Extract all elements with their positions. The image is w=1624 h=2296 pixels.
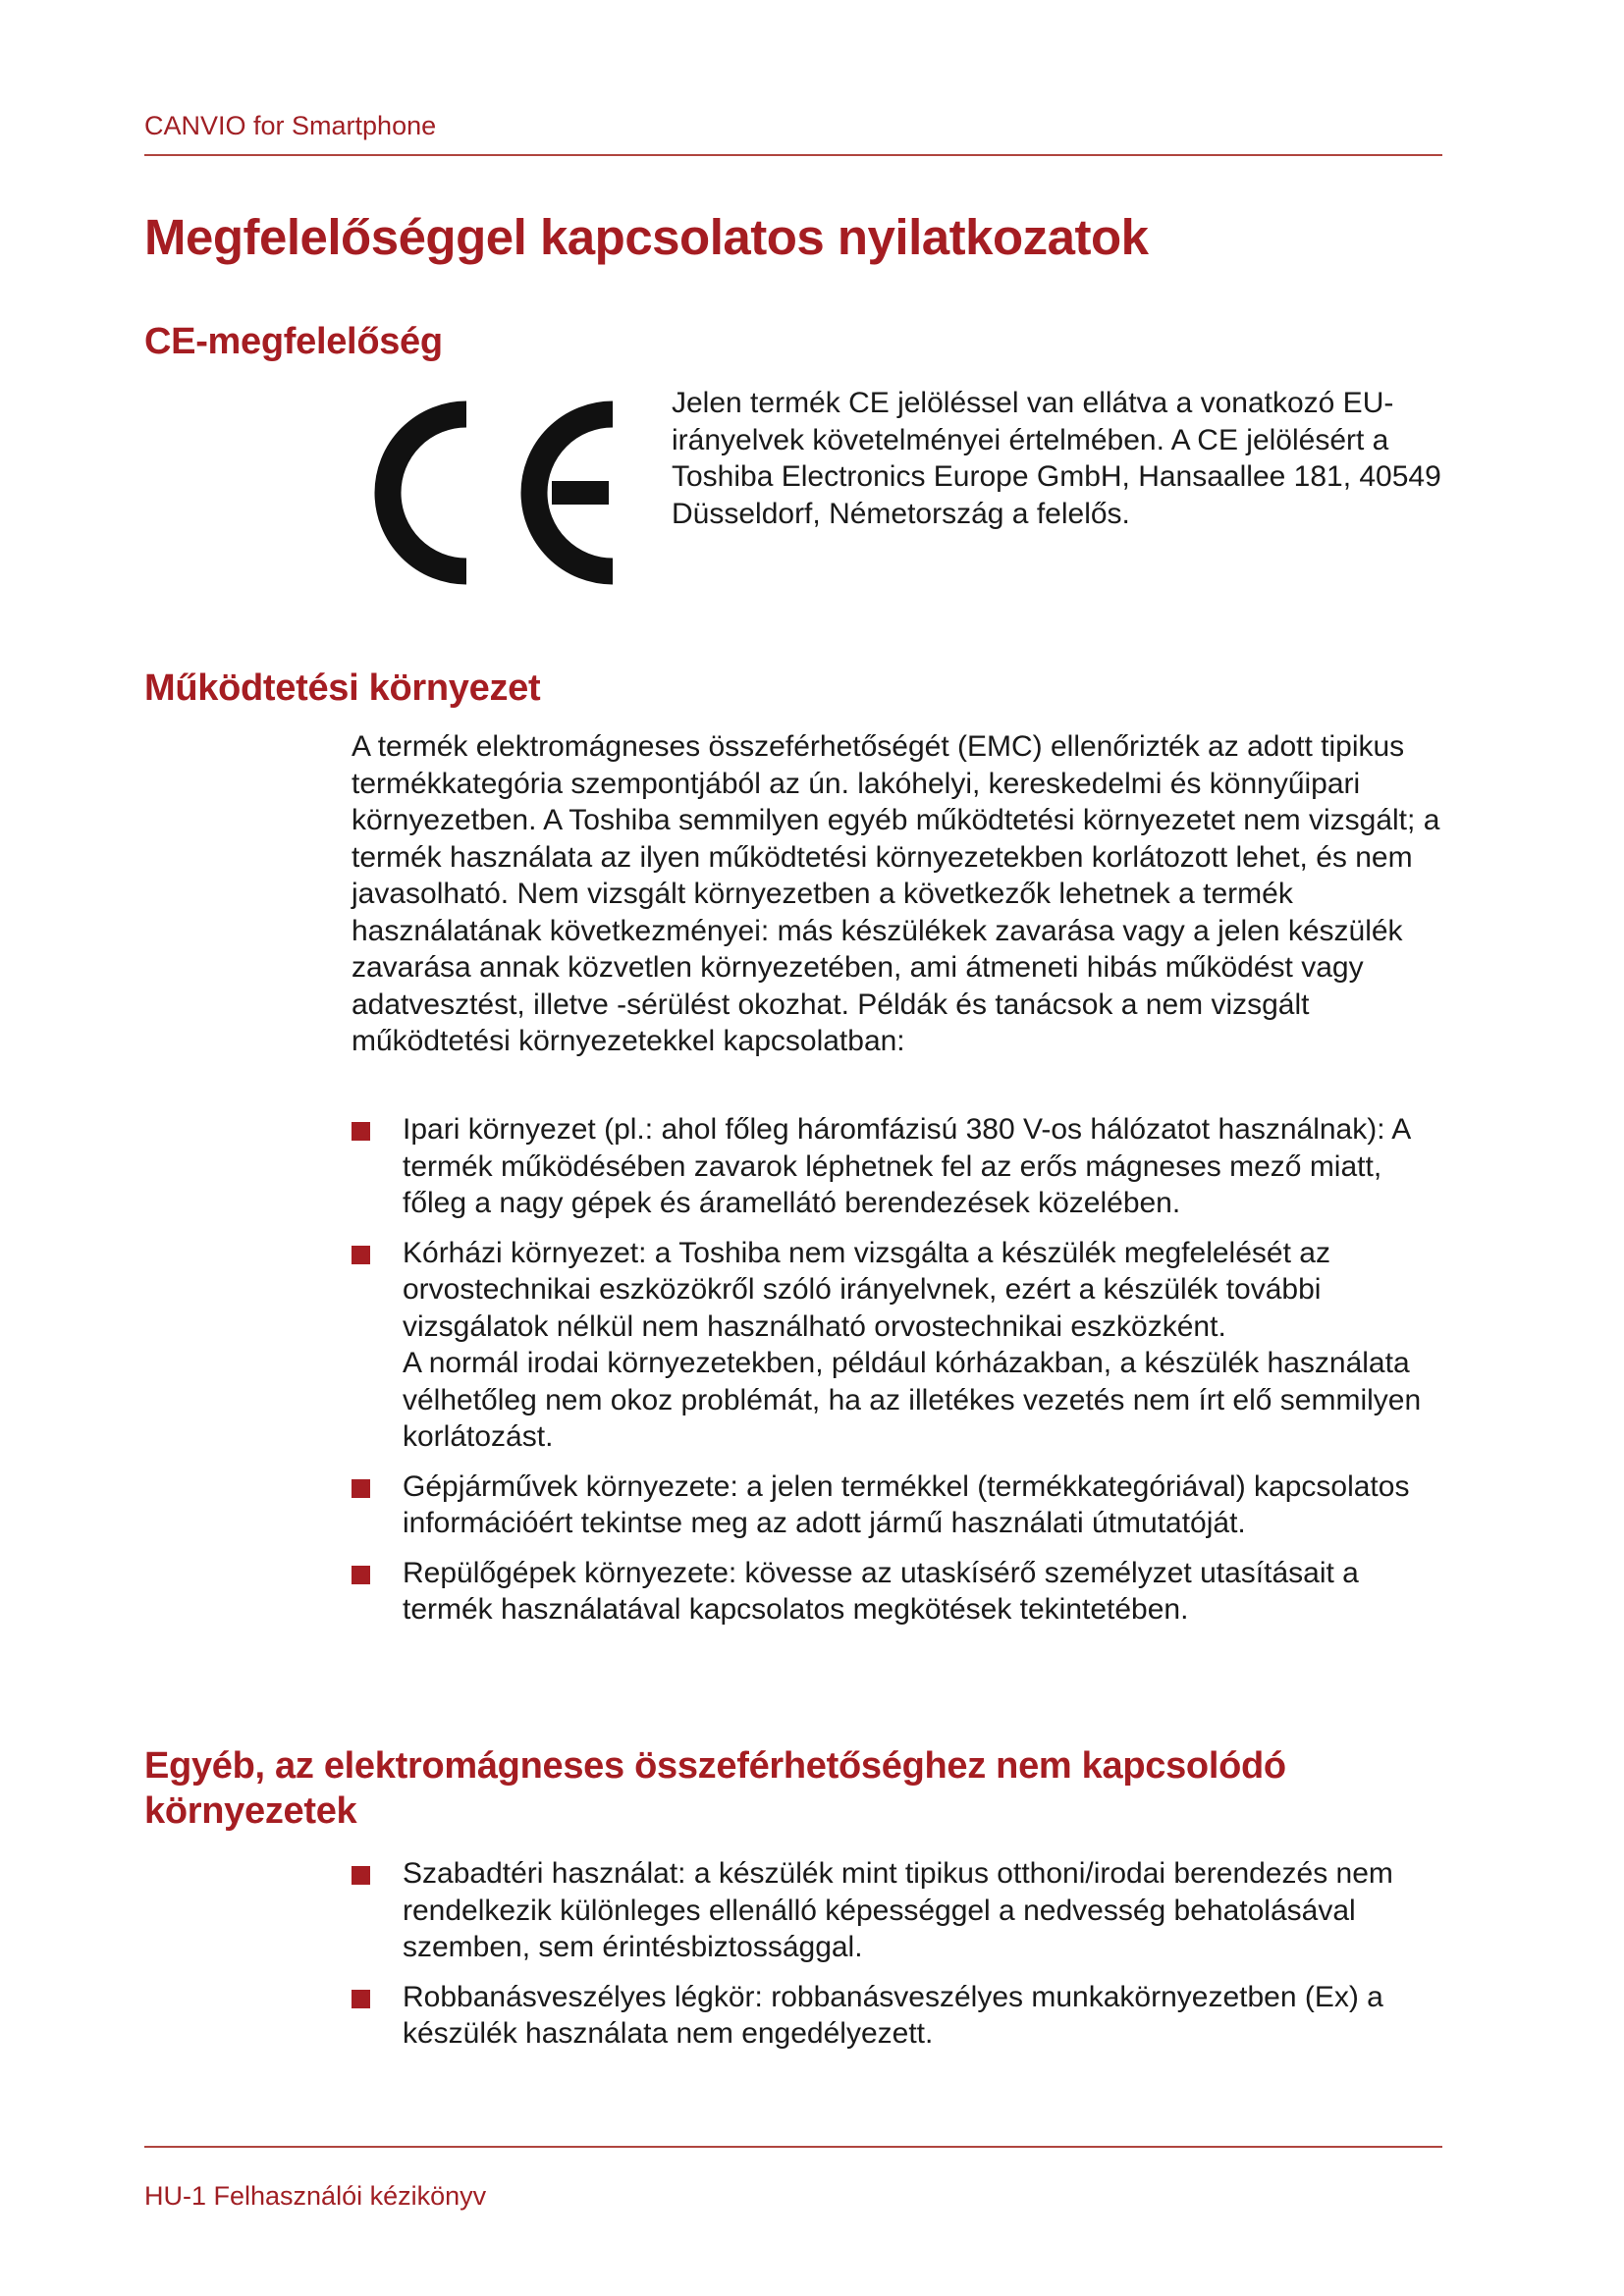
list-item: Gépjárművek környezete: a jelen termékkel (termékkategóriával) kapcsolatos információért tekintse meg az adott jármű használati útmutatóját. — [352, 1468, 1441, 1542]
bullet-square-icon — [352, 1566, 370, 1584]
ce-logo-e-bar — [552, 481, 609, 505]
footer-divider — [144, 2146, 1442, 2148]
header-divider — [144, 154, 1442, 156]
footer-text: HU-1 Felhasználói kézikönyv — [144, 2181, 487, 2211]
ce-description: Jelen termék CE jelöléssel van ellátva a vonatkozó EU-irányelvek követelményei értelmében. A CE jelölésért a Toshiba Electronics Europe GmbH, Hansaallee 181, 40549 Düsseldorf, Németország a felelős. — [672, 387, 1441, 530]
page-title: Megfelelőséggel kapcsolatos nyilatkozatok — [144, 209, 1149, 265]
list-item: Robbanásveszélyes légkör: robbanásveszélyes munkakörnyezetben (Ex) a készülék használata nem engedélyezett. — [352, 1979, 1441, 2053]
other-bullet-list — [352, 1855, 1441, 2065]
bullet-square-icon — [352, 1246, 370, 1264]
env-intro: A termék elektromágneses összeférhetőségét (EMC) ellenőrizték az adott tipikus termékkategória szempontjából az ún. lakóhelyi, kereskedelmi és könnyűipari környezetben. A Toshiba semmilyen egyéb működtetési környezetet nem vizsgált; a termék használata az ilyen működtetési környezetekben korlátozott lehet, és nem javasolható. Nem vizsgált környezetben a következők lehetnek a termék használatának következményei: más készülékek zavarása vagy a jelen készülék zavarása annak közvetlen környezetében, ami átmeneti hibás működést vagy adatvesztést, illetve -sérülést okozhat. Példák és tanácsok a nem vizsgált működtetési környezetekkel kapcsolatban: — [352, 730, 1440, 1057]
header-title: CANVIO for Smartphone — [144, 111, 437, 140]
bullet-square-icon — [352, 1479, 370, 1498]
list-item: Repülőgépek környezete: kövesse az utaskísérő személyzet utasításait a termék használatával kapcsolatos megkötések tekintetében. — [352, 1555, 1441, 1629]
ce-heading: CE-megfelelőség — [144, 321, 443, 362]
bullet-square-icon — [352, 1866, 370, 1885]
list-item: Ipari környezet (pl.: ahol főleg háromfázisú 380 V-os hálózatot használnak): A termék működésében zavarok léphetnek fel az erős mágneses mező miatt, főleg a nagy gépek és áramellátó berendezések közelében. — [352, 1111, 1441, 1222]
env-bullet-list — [352, 1111, 1441, 1641]
list-item: Szabadtéri használat: a készülék mint tipikus otthoni/irodai berendezés nem rendelkezik különleges ellenálló képességgel a nedvesség behatolásával szemben, sem érintésbiztossággal. — [352, 1855, 1441, 1966]
bullet-square-icon — [352, 1990, 370, 2008]
bullet-square-icon — [352, 1122, 370, 1141]
env-heading: Működtetési környezet — [144, 667, 541, 709]
list-item: Kórházi környezet: a Toshiba nem vizsgálta a készülék megfelelését az orvostechnikai eszközökről szóló irányelvnek, ezért a készülék további vizsgálatok nélkül nem használható orvostechnikai eszközként. A normál irodai környezetekben, például kórházakban, a készülék használata vélhetőleg nem okoz problémát, ha az illetékes vezetés nem írt elő semmilyen korlátozást. — [352, 1235, 1441, 1456]
ce-logo-c — [388, 414, 466, 571]
ce-mark-logo — [355, 400, 621, 585]
other-heading: Egyéb, az elektromágneses összeférhetőséghez nem kapcsolódó környezetek — [144, 1745, 1286, 1832]
